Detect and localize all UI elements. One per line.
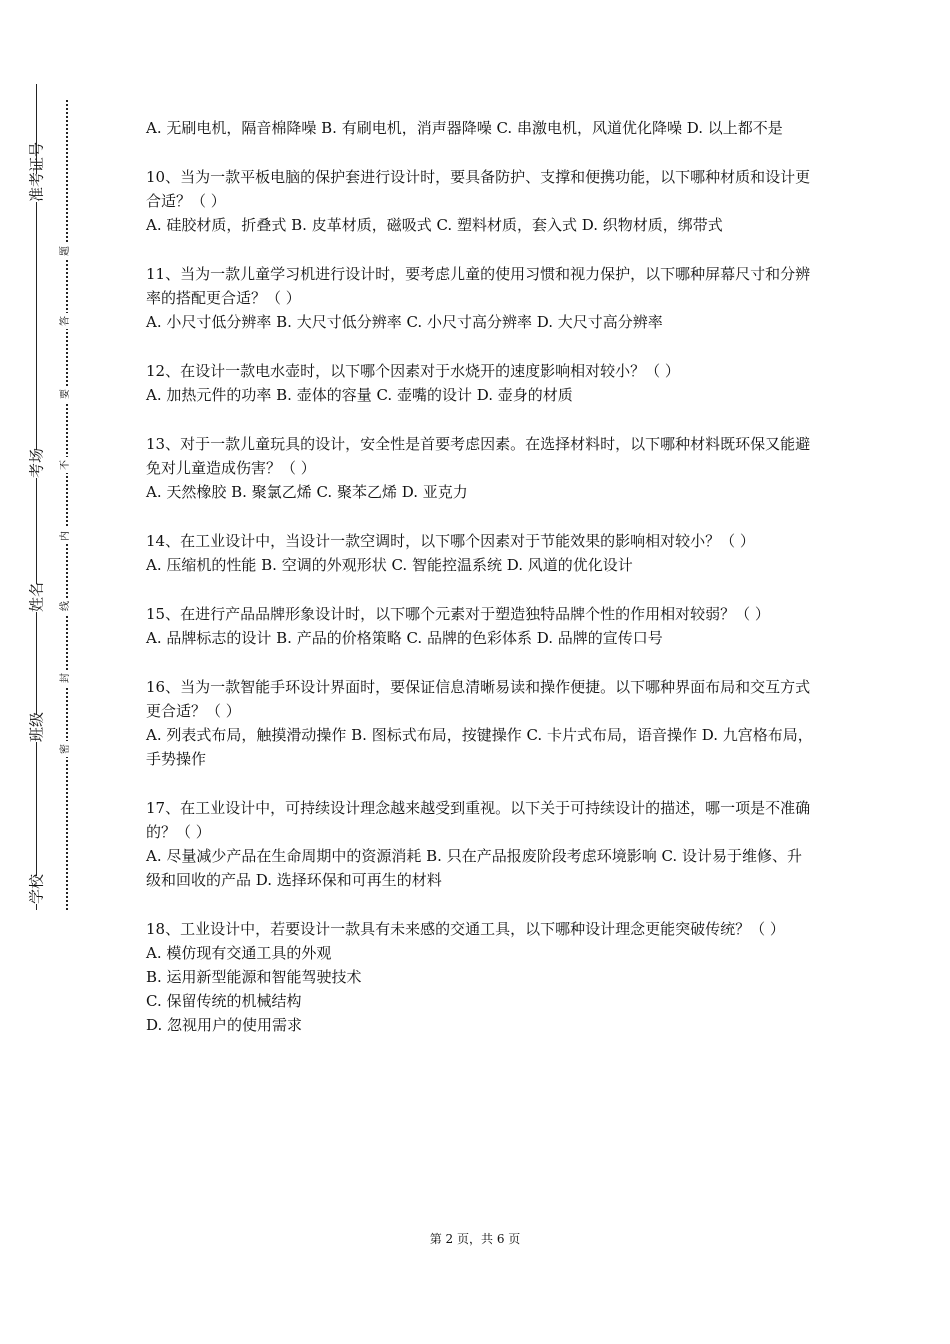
question-stem: 12、在设计一款电水壶时，以下哪个因素对于水烧开的速度影响相对较小？（ ） — [146, 362, 680, 380]
question-stem: 16、当为一款智能手环设计界面时，要保证信息清晰易读和操作便捷。以下哪种界面布局和交互方式更合适？（ ） — [146, 678, 811, 720]
question-stem: 13、对于一款儿童玩具的设计，安全性是首要考虑因素。在选择材料时，以下哪种材料既环保又能避免对儿童造成伤害？（ ） — [146, 435, 811, 477]
question-stem: 14、在工业设计中，当设计一款空调时，以下哪个因素对于节能效果的影响相对较小？（ ） — [146, 532, 755, 550]
question-16 — [146, 675, 814, 771]
page-footer: 第 2 页，共 6 页 — [429, 1232, 521, 1246]
binding-margin — [0, 0, 100, 1344]
question-stem: 11、当为一款儿童学习机进行设计时，要考虑儿童的使用习惯和视力保护，以下哪种屏幕尺寸和分辨率的搭配更合适？（ ） — [146, 265, 811, 307]
seal-char: 密 — [58, 741, 74, 757]
seal-char: 答 — [58, 313, 74, 329]
question-options: A. 加热元件的功率 B. 壶体的容量 C. 壶嘴的设计 D. 壶身的材质 — [146, 386, 573, 404]
option-c: C. 保留传统的机械结构 — [146, 992, 302, 1010]
seal-char: 要 — [58, 386, 74, 402]
exam-number-field: 准考证号 — [24, 174, 49, 202]
question-stem: 18、工业设计中，若要设计一款具有未来感的交通工具，以下哪种设计理念更能突破传统？（ ） — [146, 920, 785, 938]
option-d: D. 忽视用户的使用需求 — [146, 1016, 303, 1034]
school-field: 学校 — [24, 876, 49, 904]
question-18 — [146, 917, 814, 1037]
seal-char: 不 — [58, 457, 74, 473]
student-name-field: 姓名 — [24, 584, 49, 612]
question-stem: 15、在进行产品品牌形象设计时，以下哪个元素对于塑造独特品牌个性的作用相对较弱？（ ） — [146, 605, 770, 623]
question-17 — [146, 796, 814, 892]
class-field: 班级 — [24, 714, 49, 742]
question-11 — [146, 262, 814, 334]
question-options: A. 尽量减少产品在生命周期中的资源消耗 B. 只在产品报废阶段考虑环境影响 C. 设计易于维修、升级和回收的产品 D. 选择环保和可再生的材料 — [146, 847, 802, 889]
question-options: A. 压缩机的性能 B. 空调的外观形状 C. 智能控温系统 D. 风道的优化设计 — [146, 556, 633, 574]
question-15 — [146, 602, 814, 650]
question-stem: 17、在工业设计中，可持续设计理念越来越受到重视。以下关于可持续设计的描述，哪一项是不准确的？（ ） — [146, 799, 811, 841]
question-10 — [146, 165, 814, 237]
binding-solid-line — [36, 84, 37, 910]
question-options: A. 小尺寸低分辨率 B. 大尺寸低分辨率 C. 小尺寸高分辨率 D. 大尺寸高分辨率 — [146, 313, 663, 331]
question-options: A. 无刷电机，隔音棉降噪 B. 有刷电机，消声器降噪 C. 串激电机，风道优化降噪 D. 以上都不是 — [146, 119, 783, 137]
question-12 — [146, 359, 814, 407]
question-14 — [146, 529, 814, 577]
seal-char: 线 — [58, 598, 74, 614]
seal-char: 题 — [58, 243, 74, 259]
question-13 — [146, 432, 814, 504]
option-b: B. 运用新型能源和智能驾驶技术 — [146, 968, 362, 986]
seal-dotted-line — [66, 100, 68, 910]
question-9-continued — [146, 116, 814, 140]
question-stem: 10、当为一款平板电脑的保护套进行设计时，要具备防护、支撑和便携功能，以下哪种材质和设计更合适？（ ） — [146, 168, 811, 210]
question-list — [146, 116, 814, 1062]
question-options: A. 列表式布局，触摸滑动操作 B. 图标式布局，按键操作 C. 卡片式布局，语音操作 D. 九宫格布局，手势操作 — [146, 726, 813, 768]
question-options: A. 天然橡胶 B. 聚氯乙烯 C. 聚苯乙烯 D. 亚克力 — [146, 483, 468, 501]
exam-room-field: 考场 — [24, 450, 49, 478]
question-options: A. 品牌标志的设计 B. 产品的价格策略 C. 品牌的色彩体系 D. 品牌的宣传口号 — [146, 629, 663, 647]
seal-char: 内 — [58, 528, 74, 544]
question-options: A. 硅胶材质，折叠式 B. 皮革材质，磁吸式 C. 塑料材质，套入式 D. 织物材质，绑带式 — [146, 216, 723, 234]
seal-char: 封 — [58, 670, 74, 686]
option-a: A. 模仿现有交通工具的外观 — [146, 944, 332, 962]
